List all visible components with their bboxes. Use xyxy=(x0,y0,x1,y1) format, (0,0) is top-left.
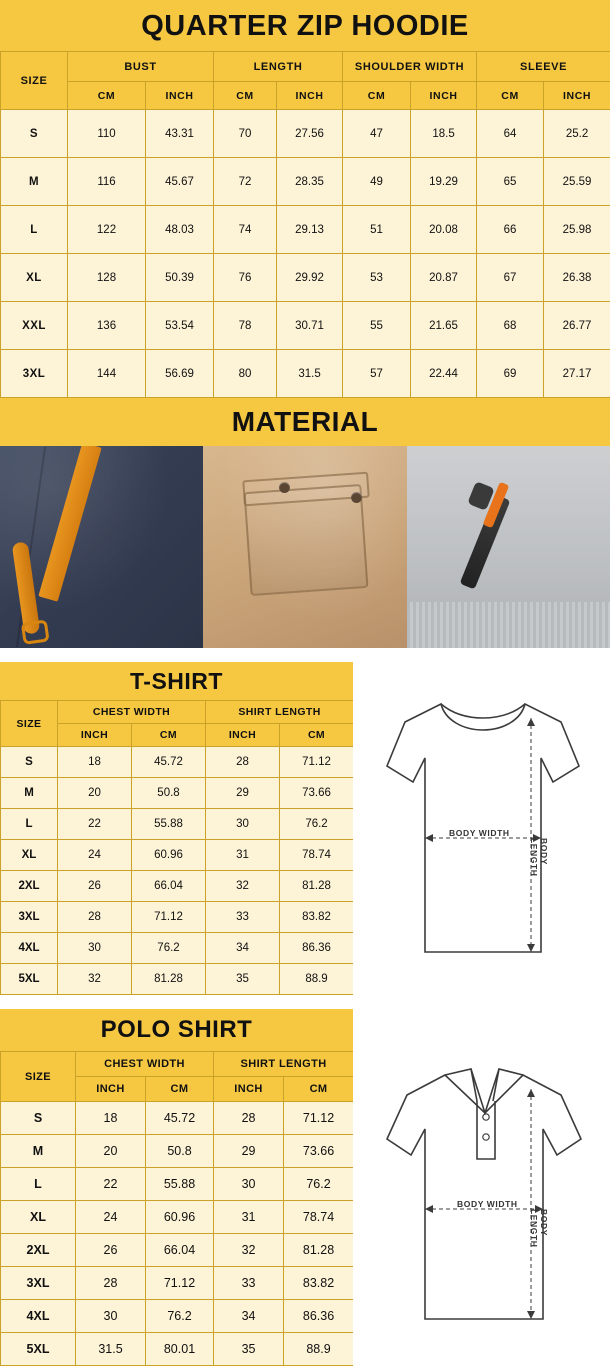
cell-length-cm: 72 xyxy=(214,158,277,206)
cell-chest-cm: 71.12 xyxy=(146,1267,214,1300)
cell-chest-cm: 76.2 xyxy=(132,933,206,964)
cell-chest-inch: 24 xyxy=(76,1201,146,1234)
tshirt-th-chest-cm: CM xyxy=(132,724,206,747)
cell-chest-inch: 20 xyxy=(76,1135,146,1168)
spacer xyxy=(0,648,610,662)
hoodie-section xyxy=(0,0,610,398)
cell-size: XL xyxy=(1,254,68,302)
cell-length-cm: 81.28 xyxy=(284,1234,354,1267)
table-row xyxy=(1,302,610,350)
cell-length-cm: 76 xyxy=(214,254,277,302)
cell-length-inch: 29.13 xyxy=(277,206,343,254)
cell-sleeve-inch: 25.98 xyxy=(544,206,610,254)
cell-chest-cm: 45.72 xyxy=(132,747,206,778)
cell-bust-cm: 122 xyxy=(68,206,146,254)
cell-length-cm: 78 xyxy=(214,302,277,350)
tshirt-body-length-label: BODY LENGTH xyxy=(529,838,549,899)
cell-size: 2XL xyxy=(1,871,58,902)
table-row xyxy=(1,902,354,933)
cell-size: S xyxy=(1,110,68,158)
cell-length-cm: 73.66 xyxy=(284,1135,354,1168)
table-row xyxy=(1,1135,354,1168)
cell-bust-inch: 43.31 xyxy=(146,110,214,158)
hoodie-th-sleeve-inch: INCH xyxy=(544,82,610,110)
tshirt-header-row xyxy=(1,701,354,724)
cell-length-inch: 30 xyxy=(206,809,280,840)
cell-size: L xyxy=(1,206,68,254)
cell-size: S xyxy=(1,1102,76,1135)
cell-bust-cm: 110 xyxy=(68,110,146,158)
table-row xyxy=(1,840,354,871)
cell-length-cm: 76.2 xyxy=(284,1168,354,1201)
cell-sleeve-cm: 68 xyxy=(477,302,544,350)
cell-chest-cm: 66.04 xyxy=(132,871,206,902)
cell-length-inch: 30 xyxy=(214,1168,284,1201)
cell-sleeve-cm: 67 xyxy=(477,254,544,302)
cell-chest-inch: 26 xyxy=(58,871,132,902)
polo-body-length-label: BODY LENGTH xyxy=(529,1209,549,1270)
polo-th-chest-cm: CM xyxy=(146,1077,214,1102)
cell-chest-cm: 50.8 xyxy=(132,778,206,809)
cell-length-inch: 28.35 xyxy=(277,158,343,206)
cell-chest-inch: 30 xyxy=(76,1300,146,1333)
cell-length-cm: 86.36 xyxy=(280,933,354,964)
table-row xyxy=(1,1102,354,1135)
table-row xyxy=(1,747,354,778)
polo-diagram xyxy=(353,1009,610,1366)
cell-length-cm: 71.12 xyxy=(284,1102,354,1135)
cell-size: M xyxy=(1,778,58,809)
cell-length-inch: 28 xyxy=(214,1102,284,1135)
cell-bust-inch: 56.69 xyxy=(146,350,214,398)
cell-bust-inch: 48.03 xyxy=(146,206,214,254)
cell-chest-inch: 18 xyxy=(76,1102,146,1135)
cell-length-inch: 34 xyxy=(214,1300,284,1333)
table-row xyxy=(1,1168,354,1201)
cell-chest-inch: 22 xyxy=(76,1168,146,1201)
cell-bust-inch: 50.39 xyxy=(146,254,214,302)
cell-chest-cm: 81.28 xyxy=(132,964,206,995)
cell-length-inch: 31.5 xyxy=(277,350,343,398)
table-row xyxy=(1,1300,354,1333)
cell-length-cm: 83.82 xyxy=(284,1267,354,1300)
cell-size: XL xyxy=(1,1201,76,1234)
cell-shoulder-inch: 20.87 xyxy=(411,254,477,302)
hoodie-th-length-cm: CM xyxy=(214,82,277,110)
polo-body-width-label: BODY WIDTH xyxy=(457,1199,518,1209)
cell-size: 3XL xyxy=(1,1267,76,1300)
cell-sleeve-cm: 65 xyxy=(477,158,544,206)
cell-length-cm: 73.66 xyxy=(280,778,354,809)
cell-length-cm: 88.9 xyxy=(280,964,354,995)
hoodie-th-bust-cm: CM xyxy=(68,82,146,110)
table-row xyxy=(1,350,610,398)
polo-th-chest: CHEST WIDTH xyxy=(76,1052,214,1077)
cell-length-inch: 29 xyxy=(206,778,280,809)
cell-size: S xyxy=(1,747,58,778)
snap-button-icon xyxy=(351,492,362,503)
cell-chest-cm: 45.72 xyxy=(146,1102,214,1135)
cell-shoulder-inch: 21.65 xyxy=(411,302,477,350)
cell-size: 2XL xyxy=(1,1234,76,1267)
cell-chest-inch: 24 xyxy=(58,840,132,871)
cell-chest-cm: 76.2 xyxy=(146,1300,214,1333)
hoodie-th-shoulder: SHOULDER WIDTH xyxy=(343,52,477,82)
table-row xyxy=(1,933,354,964)
table-row xyxy=(1,1267,354,1300)
cell-sleeve-inch: 26.77 xyxy=(544,302,610,350)
cell-chest-cm: 55.88 xyxy=(132,809,206,840)
material-photo-navy-zip-detail xyxy=(0,446,203,648)
hoodie-title: QUARTER ZIP HOODIE xyxy=(0,0,610,51)
cell-bust-cm: 116 xyxy=(68,158,146,206)
polo-th-size: SIZE xyxy=(1,1052,76,1102)
tshirt-th-length: SHIRT LENGTH xyxy=(206,701,354,724)
cell-size: 5XL xyxy=(1,964,58,995)
material-title: MATERIAL xyxy=(0,398,610,446)
cell-length-cm: 78.74 xyxy=(280,840,354,871)
cell-bust-cm: 136 xyxy=(68,302,146,350)
cell-length-inch: 31 xyxy=(206,840,280,871)
cell-length-inch: 28 xyxy=(206,747,280,778)
cell-length-cm: 80 xyxy=(214,350,277,398)
cell-chest-cm: 50.8 xyxy=(146,1135,214,1168)
ribbed-hem xyxy=(407,602,610,648)
cell-bust-cm: 128 xyxy=(68,254,146,302)
cell-bust-inch: 45.67 xyxy=(146,158,214,206)
hoodie-th-sleeve-cm: CM xyxy=(477,82,544,110)
cell-length-cm: 81.28 xyxy=(280,871,354,902)
cell-length-inch: 29.92 xyxy=(277,254,343,302)
tshirt-title: T-SHIRT xyxy=(0,662,353,700)
snap-button-icon xyxy=(279,482,290,493)
polo-th-chest-inch: INCH xyxy=(76,1077,146,1102)
hoodie-th-sleeve: SLEEVE xyxy=(477,52,610,82)
tshirt-diagram xyxy=(353,662,610,995)
polo-table-wrap xyxy=(0,1009,353,1366)
cell-length-inch: 35 xyxy=(214,1333,284,1366)
polo-size-table xyxy=(0,1051,354,1366)
cell-sleeve-cm: 69 xyxy=(477,350,544,398)
cell-sleeve-cm: 66 xyxy=(477,206,544,254)
cell-length-cm: 86.36 xyxy=(284,1300,354,1333)
cell-shoulder-cm: 51 xyxy=(343,206,411,254)
material-photo-strip xyxy=(0,446,610,648)
polo-th-length: SHIRT LENGTH xyxy=(214,1052,354,1077)
tshirt-th-length-inch: INCH xyxy=(206,724,280,747)
cell-chest-inch: 18 xyxy=(58,747,132,778)
tshirt-table-wrap xyxy=(0,662,353,995)
cell-bust-inch: 53.54 xyxy=(146,302,214,350)
cell-length-inch: 32 xyxy=(206,871,280,902)
table-row xyxy=(1,1333,354,1366)
cell-shoulder-cm: 57 xyxy=(343,350,411,398)
cell-sleeve-inch: 27.17 xyxy=(544,350,610,398)
hoodie-header-row xyxy=(1,52,610,82)
tshirt-body-width-label: BODY WIDTH xyxy=(449,828,510,838)
tshirt-section xyxy=(0,662,610,995)
cell-length-cm: 70 xyxy=(214,110,277,158)
cell-chest-cm: 60.96 xyxy=(132,840,206,871)
tshirt-th-size: SIZE xyxy=(1,701,58,747)
cell-chest-cm: 71.12 xyxy=(132,902,206,933)
cell-length-inch: 30.71 xyxy=(277,302,343,350)
table-row xyxy=(1,1234,354,1267)
cell-bust-cm: 144 xyxy=(68,350,146,398)
hoodie-size-table xyxy=(0,51,610,398)
cell-length-inch: 35 xyxy=(206,964,280,995)
hoodie-th-length-inch: INCH xyxy=(277,82,343,110)
cell-length-inch: 27.56 xyxy=(277,110,343,158)
cell-shoulder-inch: 22.44 xyxy=(411,350,477,398)
cell-sleeve-inch: 25.2 xyxy=(544,110,610,158)
cell-length-cm: 71.12 xyxy=(280,747,354,778)
tshirt-th-length-cm: CM xyxy=(280,724,354,747)
table-row xyxy=(1,964,354,995)
cell-chest-cm: 66.04 xyxy=(146,1234,214,1267)
cell-size: 5XL xyxy=(1,1333,76,1366)
cell-size: M xyxy=(1,1135,76,1168)
table-row xyxy=(1,110,610,158)
cell-length-cm: 88.9 xyxy=(284,1333,354,1366)
cell-chest-inch: 30 xyxy=(58,933,132,964)
polo-title: POLO SHIRT xyxy=(0,1009,353,1051)
table-row xyxy=(1,809,354,840)
cell-shoulder-cm: 53 xyxy=(343,254,411,302)
cell-size: L xyxy=(1,809,58,840)
tshirt-th-chest: CHEST WIDTH xyxy=(58,701,206,724)
cell-shoulder-inch: 19.29 xyxy=(411,158,477,206)
cell-size: XL xyxy=(1,840,58,871)
cell-length-cm: 76.2 xyxy=(280,809,354,840)
cell-length-inch: 33 xyxy=(206,902,280,933)
material-section xyxy=(0,398,610,648)
hoodie-th-bust-inch: INCH xyxy=(146,82,214,110)
spacer xyxy=(0,995,610,1009)
cell-chest-inch: 31.5 xyxy=(76,1333,146,1366)
table-row xyxy=(1,254,610,302)
polo-header-row xyxy=(1,1052,354,1077)
cell-size: 4XL xyxy=(1,933,58,964)
cell-shoulder-inch: 18.5 xyxy=(411,110,477,158)
cell-chest-inch: 28 xyxy=(58,902,132,933)
hoodie-th-shoulder-inch: INCH xyxy=(411,82,477,110)
cell-length-inch: 34 xyxy=(206,933,280,964)
cell-length-inch: 29 xyxy=(214,1135,284,1168)
hoodie-th-size: SIZE xyxy=(1,52,68,110)
cell-shoulder-cm: 55 xyxy=(343,302,411,350)
polo-section xyxy=(0,1009,610,1366)
cell-length-cm: 83.82 xyxy=(280,902,354,933)
cell-size: 3XL xyxy=(1,350,68,398)
table-row xyxy=(1,871,354,902)
cell-size: M xyxy=(1,158,68,206)
polo-th-length-inch: INCH xyxy=(214,1077,284,1102)
cell-sleeve-inch: 25.59 xyxy=(544,158,610,206)
cell-length-cm: 74 xyxy=(214,206,277,254)
hoodie-th-length: LENGTH xyxy=(214,52,343,82)
cell-length-inch: 33 xyxy=(214,1267,284,1300)
material-photo-tan-pocket-detail xyxy=(203,446,407,648)
cell-chest-cm: 80.01 xyxy=(146,1333,214,1366)
cell-shoulder-inch: 20.08 xyxy=(411,206,477,254)
cell-length-cm: 78.74 xyxy=(284,1201,354,1234)
hoodie-th-shoulder-cm: CM xyxy=(343,82,411,110)
cell-chest-inch: 26 xyxy=(76,1234,146,1267)
cell-size: L xyxy=(1,1168,76,1201)
hoodie-subheader-row xyxy=(1,82,610,110)
table-row xyxy=(1,1201,354,1234)
polo-outline-icon xyxy=(353,1009,610,1339)
cell-sleeve-cm: 64 xyxy=(477,110,544,158)
cell-size: 3XL xyxy=(1,902,58,933)
cell-length-inch: 31 xyxy=(214,1201,284,1234)
cell-size: XXL xyxy=(1,302,68,350)
cell-shoulder-cm: 47 xyxy=(343,110,411,158)
hoodie-th-bust: BUST xyxy=(68,52,214,82)
tshirt-th-chest-inch: INCH xyxy=(58,724,132,747)
cell-shoulder-cm: 49 xyxy=(343,158,411,206)
table-row xyxy=(1,206,610,254)
cell-length-inch: 32 xyxy=(214,1234,284,1267)
cell-chest-cm: 60.96 xyxy=(146,1201,214,1234)
cell-chest-cm: 55.88 xyxy=(146,1168,214,1201)
cell-chest-inch: 22 xyxy=(58,809,132,840)
polo-th-length-cm: CM xyxy=(284,1077,354,1102)
cell-size: 4XL xyxy=(1,1300,76,1333)
cell-chest-inch: 20 xyxy=(58,778,132,809)
material-photo-grey-pen-pocket-detail xyxy=(407,446,610,648)
tshirt-outline-icon xyxy=(353,662,610,992)
table-row xyxy=(1,778,354,809)
cell-sleeve-inch: 26.38 xyxy=(544,254,610,302)
cell-chest-inch: 28 xyxy=(76,1267,146,1300)
table-row xyxy=(1,158,610,206)
tshirt-size-table xyxy=(0,700,354,995)
cell-chest-inch: 32 xyxy=(58,964,132,995)
